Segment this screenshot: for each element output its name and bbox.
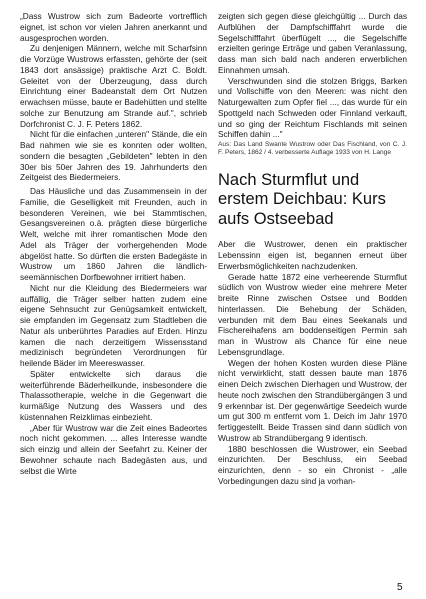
- paragraph: „Dass Wustrow sich zum Badeorte vortrefflich eignet, ist schon vor vielen Jahren anerkannt und ausgesprochen worden.: [20, 11, 207, 43]
- paragraph: Das Häusliche und das Zusammensein in der Familie, die Geselligkeit mit Freunden, auch in besonderen Vereinen, wie bei Stammtischen, Gesangsvereinen o.ä. prägten diese bürgerliche Welt, welche mit ihrer romantischen Mode den Adel als Träger der vorhergehenden Mode abgelöst hatte. So dürften die ersten Badegäste in Wustrow um 1860 Jahren die ländlich-seemännischen Dorfbewohner irritiert haben.: [20, 186, 207, 282]
- paragraph: Wegen der hohen Kosten wurden diese Pläne nicht verwirklicht, statt dessen baute man 1876 einen Deich zwischen Dierhagen und Wustrow, der heute noch zwischen den Strandübergängen 3 und 9 erkennbar ist. Der gegenwärtige Seedeich wurde um gut 300 m entfernt vom 1. Deich im Jahr 1970 fertiggestellt. Beide Trassen sind dann südlich von Wustrow ab Strandübergang 9 identisch.: [218, 357, 407, 443]
- paragraph: „Aber für Wustrow war die Zeit eines Badeortes noch nicht gekommen. ... alles Interesse wandte sich einzig und allein der Seefahrt zu. Keiner der Bewohner schaute nach Badegästen aus, und selbst die Wirte: [20, 422, 207, 476]
- left-column: [20, 11, 207, 476]
- paragraph: Nicht für die einfachen „unteren" Stände, die ein Bad nahmen wie sie es konnten oder wollten, sondern die besagten „Gebildeten" lebten in den 30er bis 50er Jahren des 19. Jahrhunderts den Zeitgeist des Biedermeiers.: [20, 129, 207, 183]
- paragraph: Zu denjenigen Männern, welche mit Scharfsinn die Vorzüge Wustrows erfassten, gehörte der (seit 1843 dort ansässige) praktische Arzt C. Boldt. Geleitet von der Überzeugung, dass durch Einrichtung einer Badeanstalt dem Ort Nutzen erwachsen müsse, baute er Badehütten und stellte solche zur Benutzung am Strande auf.", schrieb Dorfchronist C. J. F. Peters 1862.: [20, 43, 207, 129]
- paragraph: Verschwunden sind die stolzen Briggs, Barken und Vollschiffe von den Meeren: was nicht den Naturgewalten zum Opfer fiel ..., das wurde für ein Spottgeld nach Schweden oder Finnland verkauft, und so ging der Reichtum Fischlands mit seinen Schiffen dahin ...": [218, 75, 407, 140]
- paragraph: Aber die Wustrower, denen ein praktischer Lebenssinn eigen ist, begannen erneut über Erwerbsmöglichkeiten nachzudenken.: [218, 239, 407, 271]
- source-citation: Aus: Das Land Swante Wustrow oder Das Fischland, von C. J. F. Peters, 1862 / 4. verbesserte Auflage 1933 von H. Lange: [218, 141, 407, 157]
- section-heading: Nach Sturmflut und erstem Deichbau: Kurs aufs Ostseebad: [218, 170, 386, 228]
- paragraph: Später entwickelte sich daraus die weiterführende Bäderheilkunde, insbesondere die Thalassotherapie, welche in die Gegenwart die kurmäßige Nutzung des Wassers und des küstennahen Reizklimas einbezieht.: [20, 368, 207, 422]
- paragraph: zeigten sich gegen diese gleichgültig ... Durch das Aufblühen der Dampfschifffahrt wurde die Segelschifffahrt überflügelt ..., die Segelschiffe erzielten geringe Erträge und gaben Veranlassung, dass man sich bald nach anderen erwerblichen Einnahmen umsah.: [218, 11, 407, 75]
- paragraph: Gerade hatte 1872 eine verheerende Sturmflut südlich von Wustrow wieder eine mehrere Meter breite Rinne zwischen Ostsee und Bodden hinterlassen. Die Behebung der Schäden, verbunden mit dem Bau eines Seekanals und Fischereihafens am boddenseitigen Permin sah man in Wustrow als Chance für eine neue Lebensgrundlage.: [218, 271, 407, 357]
- paragraph: 1880 beschlossen die Wustrower, ein Seebad einzurichten. Der Beschluss, ein Seebad einzurichten, denn - so ein Chronist - „alle Vorbedingungen dazu sind ja vorhan-: [218, 443, 407, 486]
- paragraph: Nicht nur die Kleidung des Biedermeiers war auffällig, die Träger selber hatten zudem eine eigene Sehnsucht zur Genügsamkeit entwickelt, sie empfanden im Gegensatz zum Stadtleben die Natur als unberührtes Paradies auf Erden. Hinzu kamen die nach derzeitigem Wissensstand medizinisch begründeten Verordnungen für heilende Bäder im Meereswasser.: [20, 282, 207, 368]
- right-column: [218, 11, 407, 487]
- page-number: 5: [397, 582, 403, 593]
